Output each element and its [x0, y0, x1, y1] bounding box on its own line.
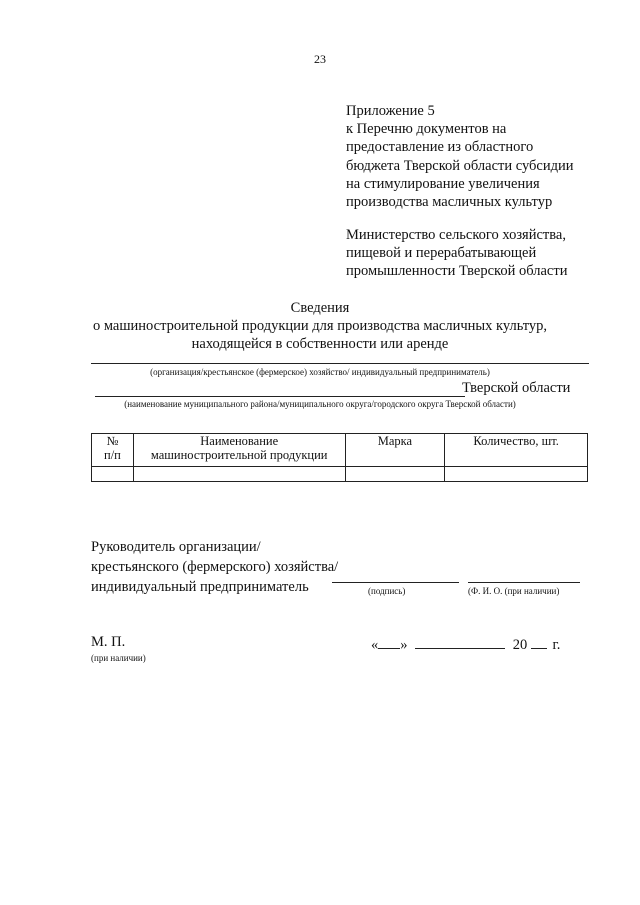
- signatory-line: крестьянского (фермерского) хозяйства/: [91, 559, 339, 575]
- column-header-name: Наименование машиностроительной продукции: [133, 434, 345, 467]
- addressee-line: промышленности Тверской области: [346, 263, 568, 280]
- appendix-heading: [346, 102, 636, 211]
- month-field[interactable]: [415, 634, 505, 649]
- date-open-quote: «: [371, 637, 379, 653]
- region-caption: (наименование муниципального района/муниципального округа/городского округа Тверской области): [124, 399, 516, 409]
- year-prefix: 20: [512, 637, 528, 653]
- appendix-line: на стимулирование увеличения: [346, 175, 540, 192]
- column-header-number: № п/п: [92, 434, 134, 467]
- year-suffix: г.: [552, 637, 561, 653]
- page-number: 23: [314, 52, 326, 66]
- document-title: Сведения: [290, 300, 350, 316]
- region-line[interactable]: [95, 396, 465, 397]
- date-close-quote: »: [400, 637, 408, 653]
- full-name-line[interactable]: [468, 582, 580, 583]
- addressee-line: пищевой и перерабатывающей: [346, 245, 537, 262]
- organization-caption: (организация/крестьянское (фермерское) хозяйство/ индивидуальный предприниматель): [150, 367, 490, 377]
- column-header-quantity: Количество, шт.: [445, 434, 588, 467]
- signature-caption: (подпись): [368, 586, 406, 596]
- signatory-block: [91, 537, 338, 597]
- cell-brand[interactable]: [345, 467, 445, 482]
- full-name-caption: (Ф. И. О. (при наличии): [468, 586, 560, 596]
- column-header-brand: Марка: [345, 434, 445, 467]
- signatory-line: Руководитель организации/: [91, 539, 261, 555]
- day-field[interactable]: [378, 634, 400, 649]
- appendix-line: предоставление из областного: [346, 139, 534, 156]
- addressee-line: Министерство сельского хозяйства,: [346, 227, 566, 243]
- equipment-table: [91, 433, 588, 482]
- appendix-line: Приложение 5: [346, 103, 435, 119]
- cell-name[interactable]: [133, 467, 345, 482]
- year-field[interactable]: [531, 634, 547, 649]
- document-subtitle: находящейся в собственности или аренде: [191, 336, 449, 352]
- cell-quantity[interactable]: [445, 467, 588, 482]
- table-header-row: [92, 434, 588, 467]
- stamp-caption: (при наличии): [91, 653, 146, 663]
- date-field: [371, 634, 560, 654]
- appendix-line: к Перечню документов на: [346, 121, 507, 138]
- table-row: [92, 467, 588, 482]
- appendix-line: бюджета Тверской области субсидии: [346, 157, 574, 174]
- signatory-line: индивидуальный предприниматель: [91, 579, 309, 595]
- region-suffix: Тверской области: [462, 380, 571, 396]
- organization-line[interactable]: [91, 363, 589, 364]
- appendix-line: производства масличных культур: [346, 194, 553, 211]
- document-subtitle: о машиностроительной продукции для производства масличных культур,: [92, 318, 548, 334]
- signature-line[interactable]: [332, 582, 459, 583]
- cell-number[interactable]: [92, 467, 134, 482]
- addressee: [346, 226, 636, 281]
- stamp-label: М. П.: [91, 634, 126, 650]
